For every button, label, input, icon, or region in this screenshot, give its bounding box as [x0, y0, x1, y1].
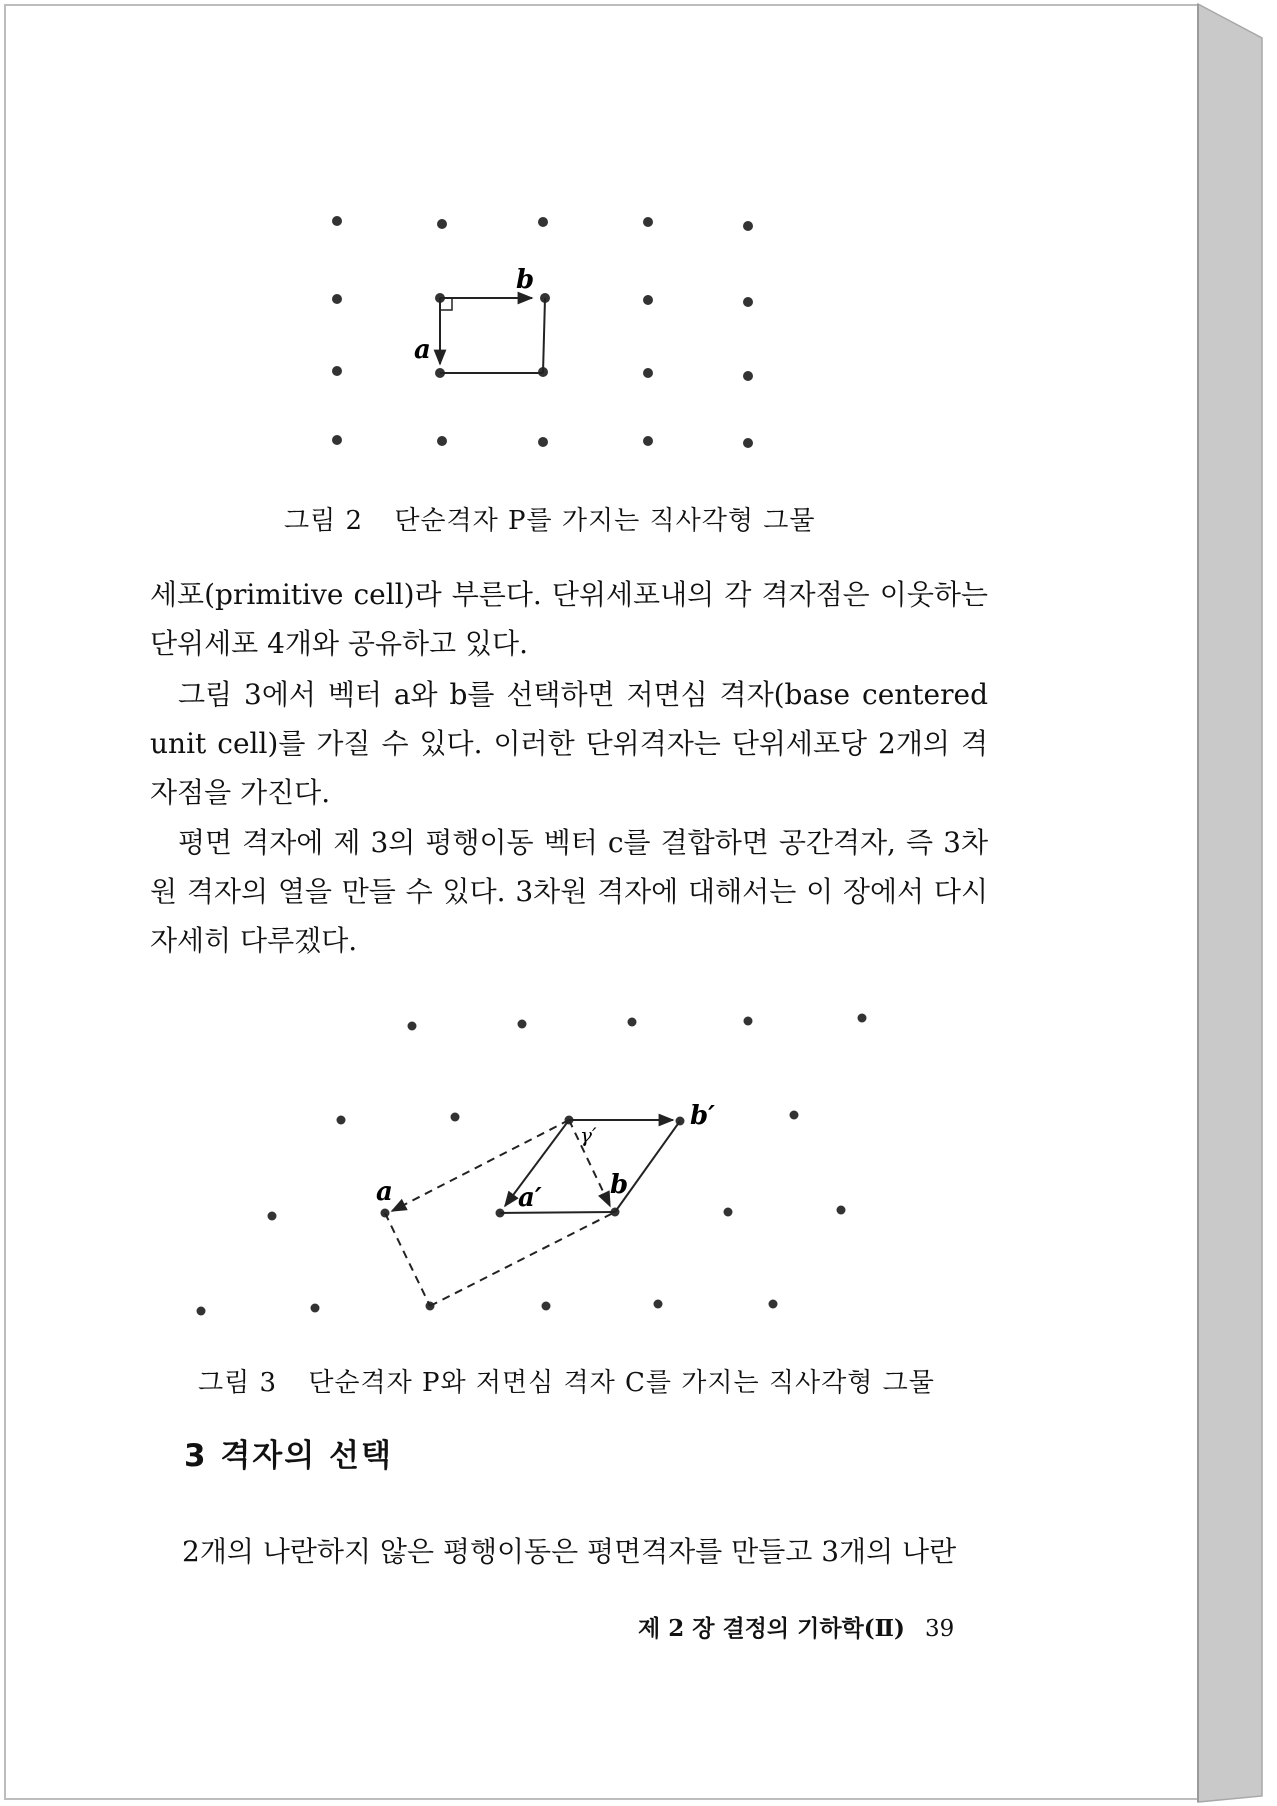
figure-3-caption	[198, 1362, 935, 1399]
lead-line: 2개의 나란하지 않은 평행이동은 평면격자를 만들고 3개의 나란	[182, 1535, 957, 1568]
figure-3-caption-prefix: 그림 3	[198, 1368, 278, 1398]
running-footer	[638, 1610, 954, 1643]
cells-3	[385, 1120, 680, 1306]
angle-gamma-label: γ′	[580, 1123, 597, 1147]
vector-b-prime-label: b′	[690, 1101, 716, 1131]
chapter-title: 제 2 장 결정의 기하학(Ⅱ)	[638, 1615, 905, 1642]
vector-a-label-3: a	[376, 1177, 393, 1207]
vector-a-label: a	[414, 335, 431, 365]
paragraph-2: 그림 3에서 벡터 a와 b를 선택하면 저면심 격자(base centered unit cell)를 가질 수 있다. 이러한 단위격자는 단위세포당 2개의 격자점을 가진다.	[150, 678, 988, 809]
vector-b-label-3: b	[610, 1170, 629, 1200]
page-number: 39	[924, 1616, 955, 1642]
lattice-points-3	[197, 1014, 867, 1316]
vector-a-prime-label: a′	[518, 1183, 542, 1213]
vector-b-label: b	[516, 265, 535, 295]
paragraph-1: 세포(primitive cell)라 부른다. 단위세포내의 각 격자점은 이웃하는 단위세포 4개와 공유하고 있다.	[150, 578, 988, 660]
section-heading: 3 격자의 선택	[184, 1438, 393, 1474]
figure-3-caption-text: 단순격자 P와 저면심 격자 C를 가지는 직사각형 그물	[308, 1368, 935, 1398]
figure-2-caption-text: 단순격자 P를 가지는 직사각형 그물	[394, 506, 816, 536]
figure-2-caption-prefix: 그림 2	[284, 506, 364, 536]
paragraph-3: 평면 격자에 제 3의 평행이동 벡터 c를 결합하면 공간격자, 즉 3차원 격자의 열을 만들 수 있다. 3차원 격자에 대해서는 이 장에서 다시 자세히 다루겠다.	[150, 826, 988, 957]
